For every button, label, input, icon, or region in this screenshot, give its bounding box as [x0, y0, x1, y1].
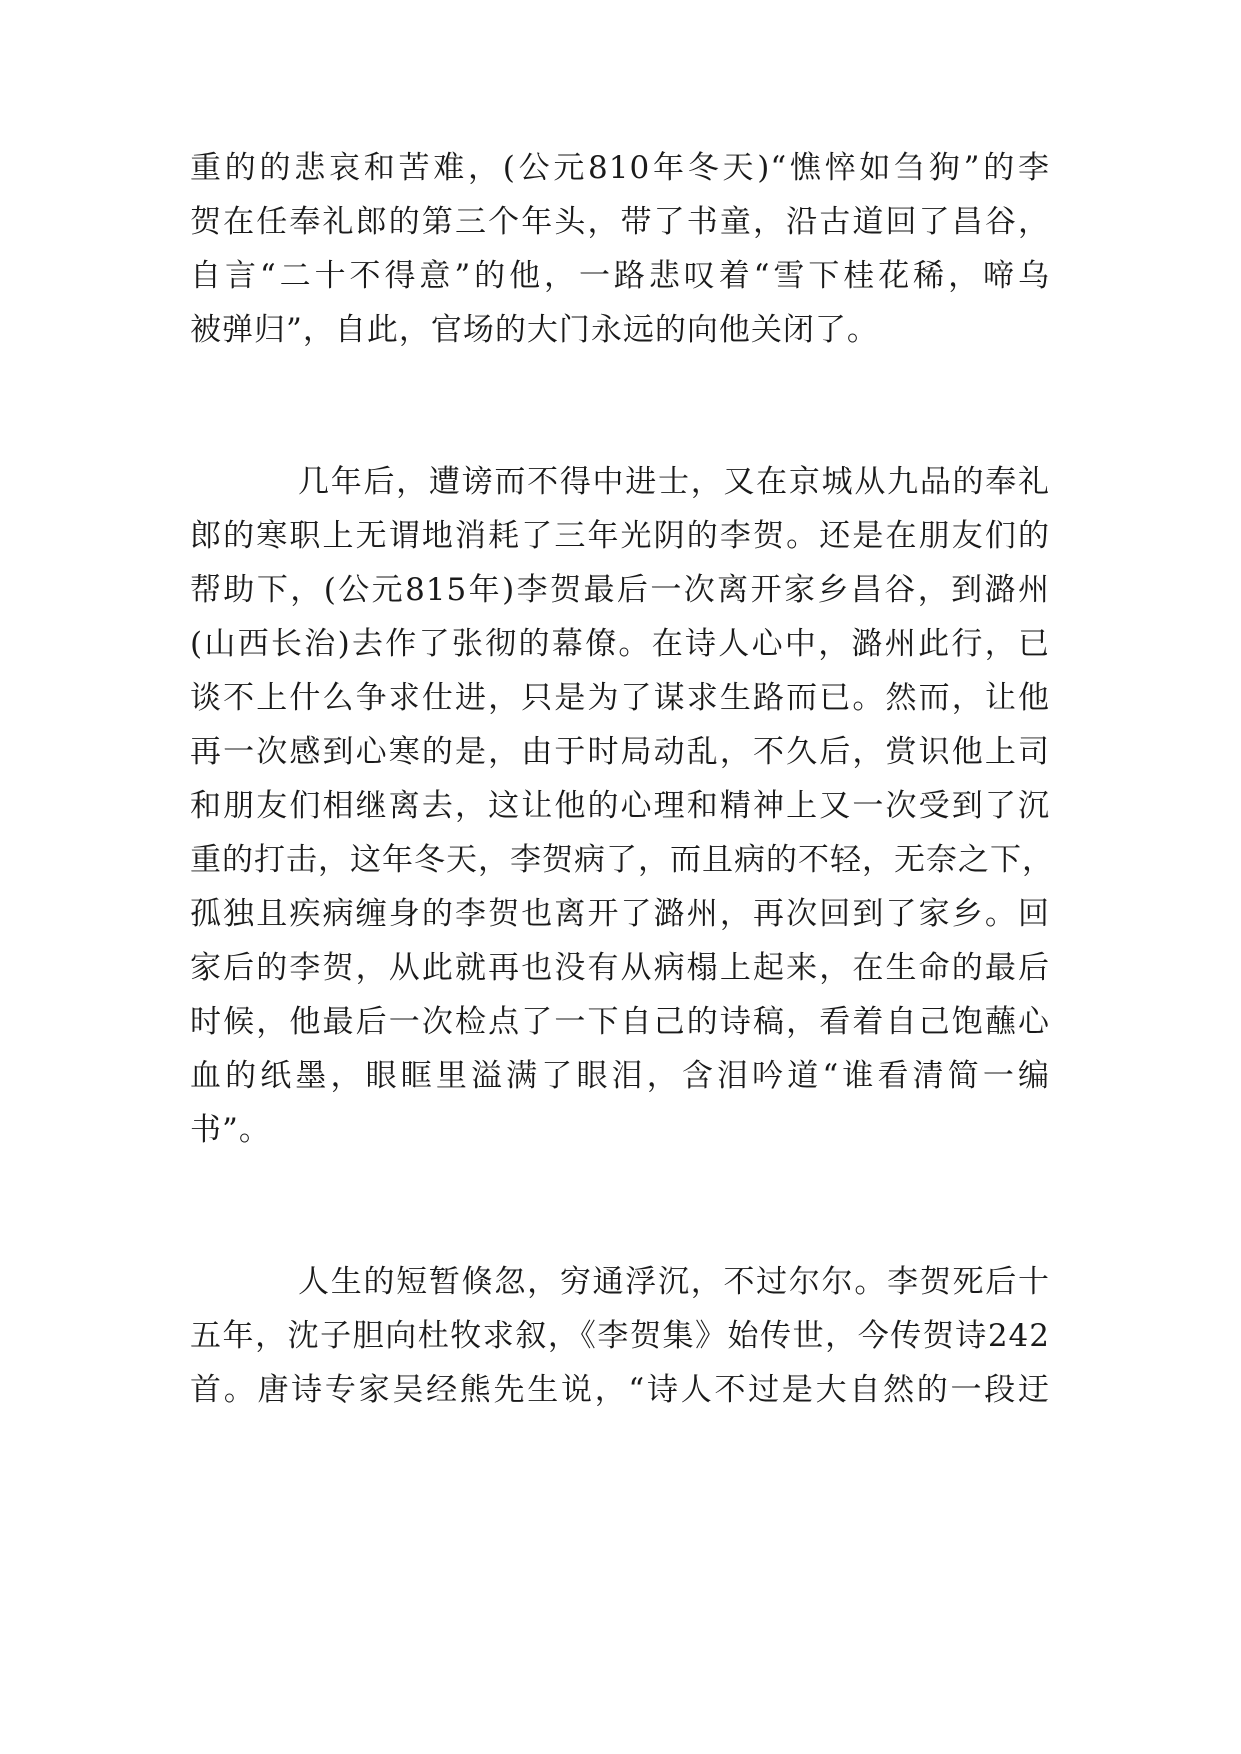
text-line: 书”。 [190, 1112, 271, 1148]
text-line: 人生的短暂倏忽，穷通浮沉，不过尔尔。李贺死后十 [298, 1264, 1050, 1300]
text-line: 自言“二十不得意”的他，一路悲叹着“雪下桂花稀，啼乌 [190, 258, 1050, 294]
text-line: 帮助下，(公元815年)李贺最后一次离开家乡昌谷，到潞州 [190, 572, 1050, 608]
text-line: 重的的悲哀和苦难，(公元810年冬天)“憔悴如刍狗”的李 [190, 150, 1050, 186]
text-line: 谈不上什么争求仕进，只是为了谋求生路而已。然而，让他 [190, 680, 1050, 716]
text-line: 再一次感到心寒的是，由于时局动乱，不久后，赏识他上司 [190, 734, 1050, 770]
text-line: 几年后，遭谤而不得中进士，又在京城从九品的奉礼 [298, 464, 1050, 500]
text-line: 和朋友们相继离去，这让他的心理和精神上又一次受到了沉 [190, 788, 1050, 824]
text-line: 郎的寒职上无谓地消耗了三年光阴的李贺。还是在朋友们的 [190, 518, 1050, 554]
text-line: 时候，他最后一次检点了一下自己的诗稿，看着自己饱蘸心 [190, 1004, 1050, 1040]
text-line: 血的纸墨，眼眶里溢满了眼泪，含泪吟道“谁看清简一编 [190, 1058, 1050, 1094]
text-line: (山西长治)去作了张彻的幕僚。在诗人心中，潞州此行，已 [190, 626, 1050, 662]
text-line: 被弹归”，自此，官场的大门永远的向他关闭了。 [190, 312, 879, 348]
text-line: 首。唐诗专家吴经熊先生说，“诗人不过是大自然的一段迂 [190, 1372, 1050, 1408]
text-line: 五年，沈子胆向杜牧求叙，《李贺集》始传世，今传贺诗242 [190, 1318, 1050, 1354]
text-line: 重的打击，这年冬天，李贺病了，而且病的不轻，无奈之下， [190, 842, 1054, 878]
text-line: 贺在任奉礼郎的第三个年头，带了书童，沿古道回了昌谷， [190, 204, 1050, 240]
text-line: 孤独且疾病缠身的李贺也离开了潞州，再次回到了家乡。回 [190, 896, 1050, 932]
text-line: 家后的李贺，从此就再也没有从病榻上起来，在生命的最后 [190, 950, 1050, 986]
